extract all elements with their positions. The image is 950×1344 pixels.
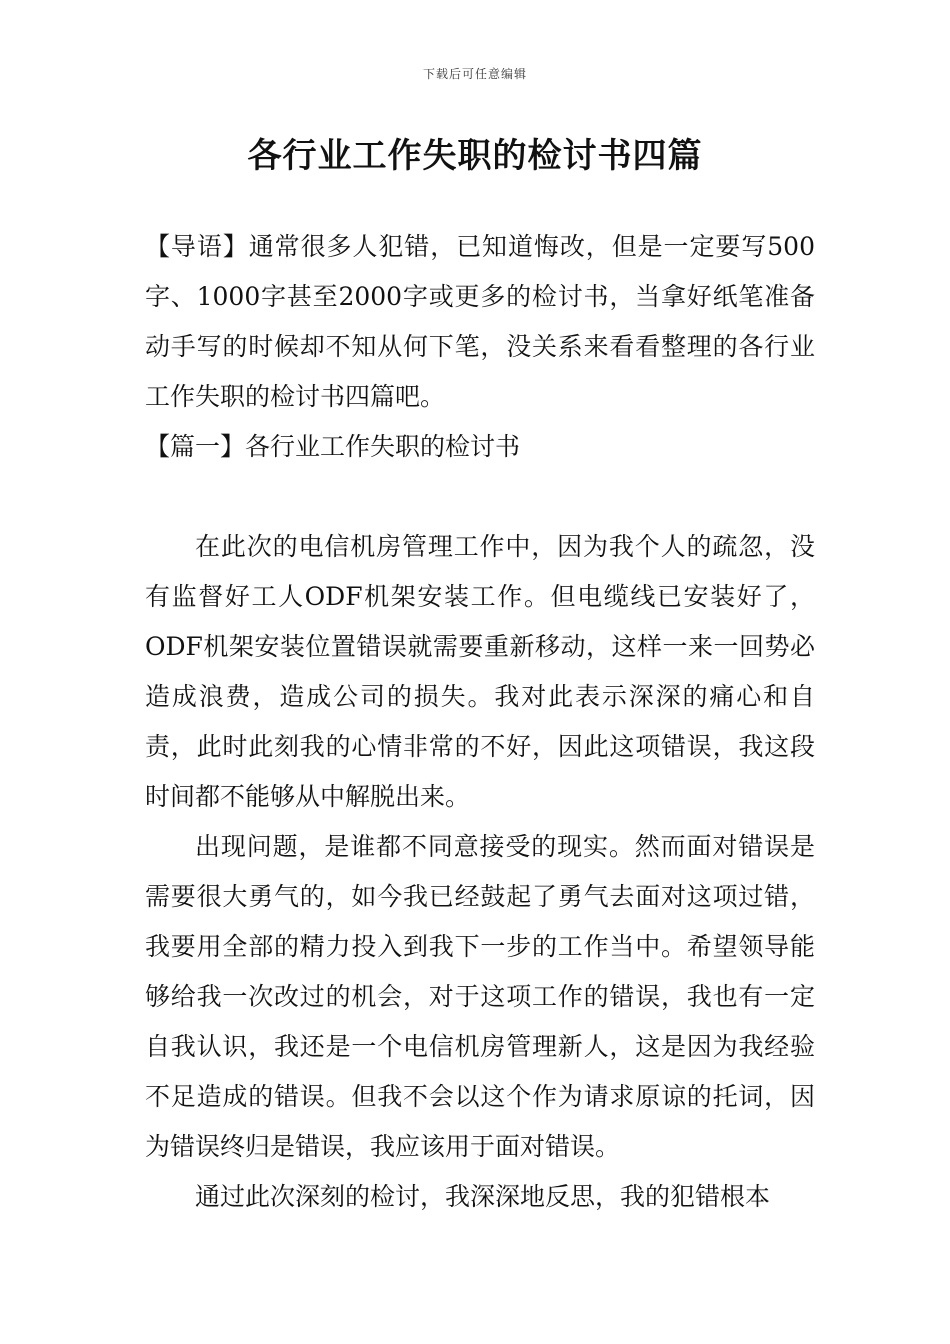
- intro-paragraph: 【导语】通常很多人犯错，已知道悔改，但是一定要写500字、1000字甚至2000字或更多的检讨书，当拿好纸笔准备动手写的时候却不知从何下笔，没关系来看看整理的各行业工作失职的检讨书四篇吧。: [145, 232, 815, 411]
- header-note: 下载后可任意编辑: [422, 67, 527, 81]
- body-paragraph: 出现问题，是谁都不同意接受的现实。然而面对错误是需要很大勇气的，如今我已经鼓起了勇气去面对这项过错，我要用全部的精力投入到我下一步的工作当中。希望领导能够给我一次改过的机会，对于这项工作的错误，我也有一定自我认识，我还是一个电信机房管理新人，这是因为我经验不足造成的错误。但我不会以这个作为请求原谅的托词，因为错误终归是错误，我应该用于面对错误。: [145, 832, 815, 1161]
- document-title: 各行业工作失职的检讨书四篇: [247, 136, 703, 176]
- section-heading: 【篇一】各行业工作失职的检讨书: [145, 432, 521, 461]
- document-body: [145, 222, 815, 1222]
- body-paragraph: 在此次的电信机房管理工作中，因为我个人的疏忽，没有监督好工人ODF机架安装工作。但电缆线已安装好了，ODF机架安装位置错误就需要重新移动，这样一来一回势必造成浪费，造成公司的损失。我对此表示深深的痛心和自责，此时此刻我的心情非常的不好，因此这项错误，我这段时间都不能够从中解脱出来。: [145, 532, 815, 811]
- body-paragraph: 通过此次深刻的检讨，我深深地反思，我的犯错根本: [195, 1182, 771, 1211]
